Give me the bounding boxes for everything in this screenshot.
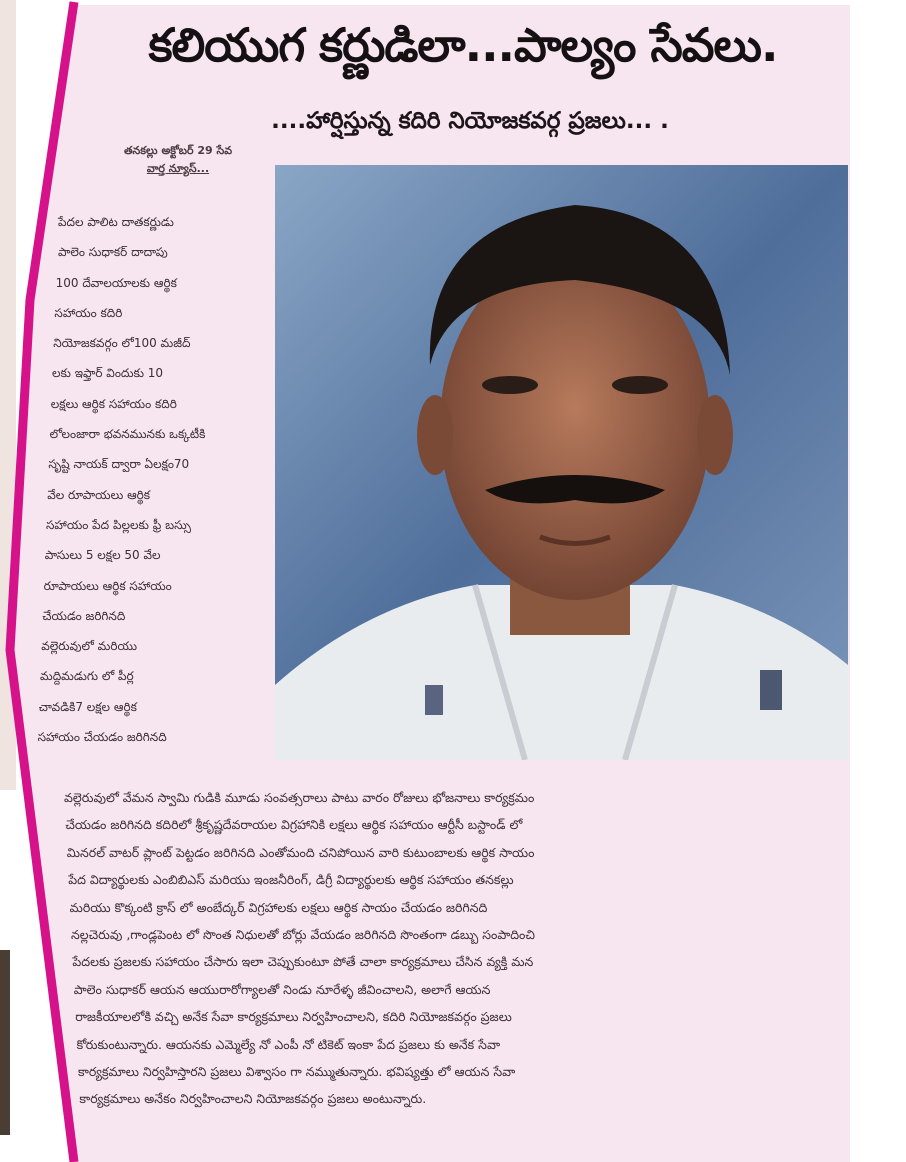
body-text-line: పేద విద్యార్థులకు ఎంబిబిఎస్ మరియు ఇంజనీరింగ్, డిగ్రీ విద్యార్థులకు ఆర్థిక సహాయం తనకల్లు <box>68 872 514 888</box>
column-text-line: సహాయం పేద పిల్లలకు ఫ్రీ బస్సు <box>46 517 192 532</box>
body-text-line: చేయడం జరిగినది కదిరిలో శ్రీకృష్ణదేవరాయల విగ్రహానికి లక్షలు ఆర్థిక సహాయం ఆర్టీసీ బస్టాండ్ లో <box>65 817 523 833</box>
column-text-line: లకు ఇఫ్తార్ విందుకు 10 <box>52 366 164 381</box>
column-text-line: పాలెం సుధాకర్ దాదాపు <box>58 245 168 260</box>
article-body-text <box>0 784 850 1113</box>
left-column-text <box>28 207 273 752</box>
column-text-line: నియోజకవర్గం లో100 మజీద్ <box>53 336 191 351</box>
column-text-line: సహాయం చేయడం జరిగినది <box>37 730 167 745</box>
dateline <box>88 142 268 178</box>
column-text-line: సృష్టి నాయక్ ద్వారా ఏలక్షం70 <box>48 457 190 472</box>
subheadline: ....హార్షిస్తున్న కదిరి నియోజకవర్గ ప్రజలు... . <box>271 108 669 134</box>
body-text-line: కార్యక్రమాలు నిర్వహిస్తారని ప్రజలు విశ్వాసం గా నమ్ముతున్నారు. భవిష్యత్తు లో ఆయన సేవా <box>78 1063 516 1079</box>
column-text-line: 100 దేవాలయాలకు ఆర్థిక <box>55 275 177 290</box>
column-text-line: రూపాయలు ఆర్థిక సహాయం <box>43 578 172 593</box>
column-text-line: చేయడం జరిగినది <box>42 608 126 623</box>
column-text-line: లోలంజారా భవనమునకు ఒక్కటీకి <box>49 427 206 442</box>
column-text-line: సహాయం కదిరి <box>54 305 123 320</box>
dateline-line: వార్త న్యూస్... <box>146 162 210 175</box>
body-text-line: మరియు కొక్కంటి క్రాస్ లో అంబేద్కర్ విగ్రహాలకు లక్షలు ఆర్థిక సాయం చేయడం జరిగినది <box>69 899 488 915</box>
column-text-line: పేదల పాలిట దాతకర్ణుడు <box>58 215 174 229</box>
body-text-line: కోరుకుంటున్నారు. ఆయనకు ఎమ్మెల్యే నో ఎంపీ నో టికెట్ ఇంకా పేద ప్రజలు కు అనేక సేవా <box>76 1036 501 1052</box>
column-text-line: పాసులు 5 లక్షల 50 వేల <box>44 548 161 563</box>
body-text-line: పాలెం సుధాకర్ ఆయన ఆయురారోగ్యాలతో నిండు నూరేళ్ళ జీవించాలని, అలాగే ఆయన <box>73 981 491 997</box>
dateline-line: తనకల్లు అక్టోబర్ 29 సేవ <box>123 144 233 157</box>
portrait-photo <box>275 165 848 760</box>
body-text-line: వల్లెరువులో వేమన స్వామి గుడికి మూడు సంవత్సరాలు పాటు వారం రోజులు భోజనాలు కార్యక్రమం <box>64 790 535 805</box>
body-text-line: పేదలకు ప్రజలకు సహాయం చేసారు ఇలా చెప్పుకుంటూ పోతే చాలా కార్యక్రమాలు చేసిన వ్యక్తి మన <box>72 954 534 970</box>
column-text-line: లక్షలు ఆర్థిక సహాయం కదిరి <box>50 396 177 411</box>
body-text-line: కార్యక్రమాలు అనేకం నిర్వహించాలని నియోజకవర్గం ప్రజలు అంటున్నారు. <box>79 1091 427 1107</box>
column-text-line: చావడికి7 లక్షల ఆర్థిక <box>38 699 137 714</box>
column-text-line: వేల రూపాయలు ఆర్థిక <box>47 487 151 502</box>
column-text-line: వల్లెరువులో మరియు <box>41 639 138 654</box>
body-text-line: మినరల్ వాటర్ ప్లాంట్ పెట్టడం జరిగినది ఎంతోమంది చనిపోయిన వారి కుటుంబాలకు ఆర్థిక సాయం <box>66 844 535 860</box>
body-text-line: నల్లచెరువు ,గాండ్లపెంట లో సొంత నిధులతో బోర్లు వేయడం జరిగినది సొంతంగా డబ్బు సంపాదించి <box>71 926 535 942</box>
body-text-line: రాజకీయాలలోకి వచ్చి అనేక సేవా కార్యక్రమాలు నిర్వహించాలని, కదిరి నియోజకవర్గం ప్రజలు <box>75 1009 512 1025</box>
column-text-line: మద్దిమడుగు లో పీర్ల <box>40 669 134 684</box>
headline: కలియుగ కర్ణుడిలా...పాల్యం సేవలు. <box>148 18 778 72</box>
